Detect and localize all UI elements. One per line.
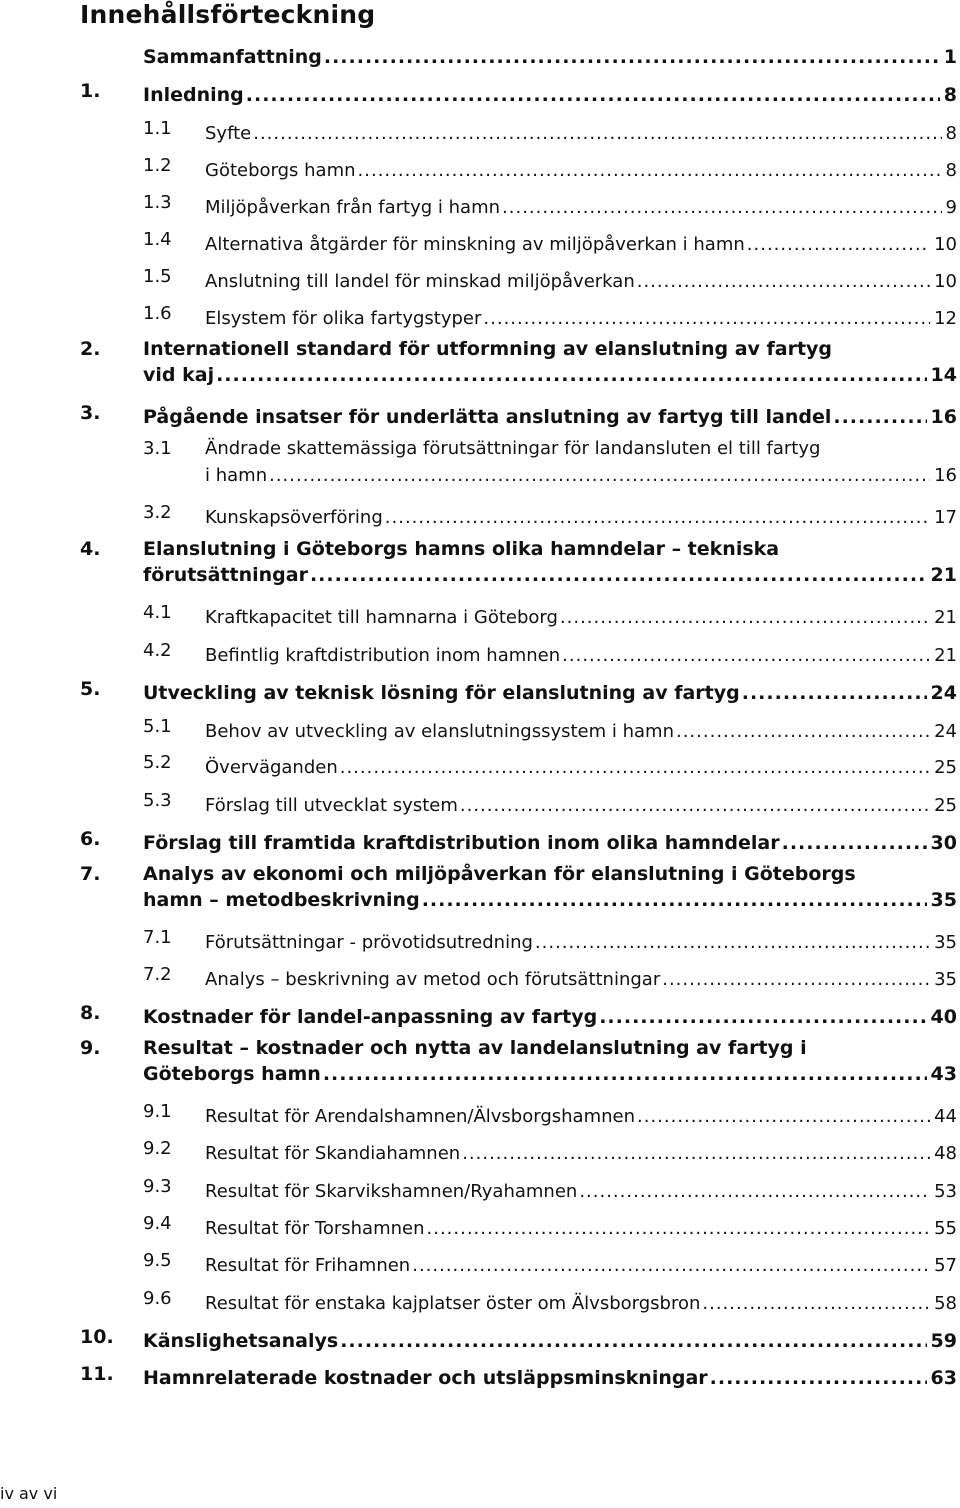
toc-entry-number: 3.2 (143, 502, 172, 523)
dot-leader (502, 197, 942, 218)
dot-leader (427, 1218, 931, 1239)
dot-leader (340, 757, 930, 778)
toc-entry-title: förutsättningar (143, 564, 308, 586)
toc-entry-page-number: 24 (930, 682, 957, 704)
toc-entry[interactable] (80, 636, 957, 666)
toc-entry-title: Kraftkapacitet till hamnarna i Göteborg (205, 607, 558, 628)
toc-entry-title: Resultat för Skandiahamnen (205, 1143, 461, 1164)
toc-entry-title: Befintlig kraftdistribution inom hamnen (205, 645, 561, 666)
toc-entry-title: Resultat för enstaka kajplatser öster om Älvsborgsbron (205, 1293, 701, 1314)
toc-entry-page-number: 55 (934, 1218, 957, 1239)
dot-leader (269, 465, 930, 486)
toc-entry-number: 4. (80, 538, 101, 560)
toc-entry-title: Behov av utveckling av elanslutningssystem i hamn (205, 721, 674, 742)
dot-leader (340, 1330, 926, 1352)
toc-entry-title: Förutsättningar - prövotidsutredning (205, 932, 533, 953)
toc-entry-number: 5.1 (143, 716, 172, 737)
toc-entry-title: Kostnader för landel-anpassning av fartyg (143, 1006, 598, 1028)
toc-entry[interactable] (80, 712, 957, 742)
toc-entry-page-number: 25 (934, 757, 957, 778)
toc-entry-title: Göteborgs hamn (205, 160, 356, 181)
toc-entry-title: Göteborgs hamn (143, 1063, 321, 1085)
toc-entry[interactable] (80, 1134, 957, 1164)
toc-entry-number: 3. (80, 402, 101, 424)
toc-entry[interactable] (80, 1035, 957, 1085)
toc-entry-title: Inledning (143, 84, 244, 106)
toc-entry-page-number: 40 (930, 1006, 957, 1028)
toc-entry-title: Analys – beskrivning av metod och förutsättningar (205, 969, 661, 990)
toc-entry-page-number: 25 (934, 795, 957, 816)
toc-entry-page-number: 35 (934, 969, 957, 990)
toc-entry-number: 5. (80, 678, 101, 700)
toc-entry-page-number: 16 (934, 465, 957, 486)
toc-entry[interactable] (80, 336, 957, 386)
toc-entry[interactable] (80, 38, 957, 68)
toc-entry[interactable] (80, 436, 957, 486)
toc-entry[interactable] (80, 151, 957, 181)
dot-leader (747, 234, 930, 255)
toc-entry-number: 8. (80, 1002, 101, 1024)
toc-entry-title: Överväganden (205, 757, 338, 778)
toc-entry-page-number: 35 (930, 889, 957, 911)
toc-entry[interactable] (80, 536, 957, 586)
dot-leader (483, 308, 930, 329)
toc-entry[interactable] (80, 1209, 957, 1239)
toc-entry-title: Kunskapsöverföring (205, 507, 383, 528)
toc-entry-title: Resultat för Arendalshamnen/Älvsborgshamnen (205, 1106, 635, 1127)
dot-leader (462, 1143, 930, 1164)
toc-entry-page-number: 9 (945, 197, 957, 218)
toc-entry[interactable] (80, 748, 957, 778)
dot-leader (833, 406, 926, 428)
toc-entry-page-number: 35 (934, 932, 957, 953)
toc-entry-number: 1.2 (143, 155, 172, 176)
dot-leader (599, 1006, 926, 1028)
toc-entry[interactable] (80, 188, 957, 218)
toc-entry[interactable] (80, 1172, 957, 1202)
toc-entry-number: 4.2 (143, 640, 172, 661)
dot-leader (710, 1367, 927, 1389)
toc-entry-page-number: 30 (930, 832, 957, 854)
dot-leader (742, 682, 927, 704)
toc-entry-number: 1.5 (143, 266, 172, 287)
toc-entry-number: 9.2 (143, 1138, 172, 1159)
toc-entry-number: 9.1 (143, 1101, 172, 1122)
toc-entry-page-number: 10 (934, 271, 957, 292)
toc-entry-number: 11. (80, 1363, 114, 1385)
toc-entry-number: 7. (80, 863, 101, 885)
dot-leader (662, 969, 930, 990)
toc-entry-title-line: Ändrade skattemässiga förutsättningar för landansluten el till fartyg (205, 438, 821, 459)
toc-entry-title: Elsystem för olika fartygstyper (205, 308, 482, 329)
toc-entry[interactable] (80, 299, 957, 329)
dot-leader (782, 832, 927, 854)
toc-entry-number: 7.1 (143, 927, 172, 948)
dot-leader (676, 721, 930, 742)
toc-entry-number: 2. (80, 338, 101, 360)
toc-entry-number: 3.1 (143, 438, 172, 459)
dot-leader (460, 795, 930, 816)
toc-entry-number: 1.1 (143, 118, 172, 139)
dot-leader (310, 564, 927, 586)
toc-entry-page-number: 53 (934, 1181, 957, 1202)
toc-entry-page-number: 44 (934, 1106, 957, 1127)
toc-entry[interactable] (80, 225, 957, 255)
toc-entry[interactable] (80, 674, 957, 704)
toc-entry[interactable] (80, 923, 957, 953)
toc-entry-title: Utveckling av teknisk lösning för elanslutning av fartyg (143, 682, 740, 704)
toc-entry-title: Anslutning till landel för minskad miljöpåverkan (205, 271, 635, 292)
toc-entry-number: 1.4 (143, 229, 172, 250)
toc-entry[interactable] (80, 960, 957, 990)
toc-entry[interactable] (80, 398, 957, 428)
toc-entry-page-number: 43 (930, 1063, 957, 1085)
toc-entry-title: Resultat för Frihamnen (205, 1255, 411, 1276)
page-footer: iv av vi (0, 1484, 58, 1503)
toc-entry-title: Resultat för Torshamnen (205, 1218, 425, 1239)
toc-entry[interactable] (80, 1246, 957, 1276)
toc-entry-title: i hamn (205, 465, 268, 486)
toc-entry-page-number: 59 (930, 1330, 957, 1352)
toc-entry-number: 9.5 (143, 1250, 172, 1271)
toc-entry[interactable] (80, 262, 957, 292)
dot-leader (323, 1063, 927, 1085)
toc-entry[interactable] (80, 861, 957, 911)
toc-entry-number: 6. (80, 828, 101, 850)
toc-entry-number: 10. (80, 1326, 114, 1348)
dot-leader (358, 160, 942, 181)
dot-leader (324, 46, 940, 68)
toc-entry-title: Förslag till framtida kraftdistribution inom olika hamndelar (143, 832, 780, 854)
toc-entry-number: 5.3 (143, 790, 172, 811)
toc-entry-title-line: Analys av ekonomi och miljöpåverkan för elanslutning i Göteborgs (143, 863, 856, 885)
toc-entry-number: 1. (80, 80, 101, 102)
toc-entry-title: Förslag till utvecklat system (205, 795, 458, 816)
toc-entry-title: Känslighetsanalys (143, 1330, 339, 1352)
toc-entry-number: 9.6 (143, 1288, 172, 1309)
toc-entry-page-number: 63 (930, 1367, 957, 1389)
toc-entry-title: Sammanfattning (143, 46, 322, 68)
dot-leader (560, 607, 930, 628)
toc-entry-number: 5.2 (143, 752, 172, 773)
toc-entry-page-number: 8 (945, 123, 957, 144)
toc-entry[interactable] (80, 998, 957, 1028)
toc-entry-page-number: 58 (934, 1293, 957, 1314)
toc-entry-number: 7.2 (143, 964, 172, 985)
toc-entry-page-number: 14 (930, 364, 957, 386)
toc-entry-number: 4.1 (143, 602, 172, 623)
toc-entry-title: Resultat för Skarvikshamnen/Ryahamnen (205, 1181, 578, 1202)
toc-entry-page-number: 57 (934, 1255, 957, 1276)
toc-entry-title: Syfte (205, 123, 252, 144)
toc-entry-page-number: 12 (934, 308, 957, 329)
toc-entry-page-number: 17 (934, 507, 957, 528)
toc-entry-page-number: 8 (943, 84, 957, 106)
toc-entry-page-number: 10 (934, 234, 957, 255)
toc-entry-title: vid kaj (143, 364, 215, 386)
toc-entry-number: 9.4 (143, 1213, 172, 1234)
toc-entry-title: Miljöpåverkan från fartyg i hamn (205, 197, 501, 218)
dot-leader (422, 889, 927, 911)
toc-entry[interactable] (80, 786, 957, 816)
toc-entry-number: 1.3 (143, 192, 172, 213)
toc-entry-title-line: Elanslutning i Göteborgs hamns olika hamndelar – tekniska (143, 538, 780, 560)
toc-entry-number: 1.6 (143, 303, 172, 324)
dot-leader (535, 932, 930, 953)
toc-entry[interactable] (80, 1097, 957, 1127)
toc-entry[interactable] (80, 114, 957, 144)
toc-entry-page-number: 8 (945, 160, 957, 181)
toc-entry-page-number: 48 (934, 1143, 957, 1164)
toc-entry-page-number: 21 (930, 564, 957, 586)
dot-leader (412, 1255, 930, 1276)
toc-entry-page-number: 16 (930, 406, 957, 428)
toc-entry-title: Hamnrelaterade kostnader och utsläppsminskningar (143, 1367, 708, 1389)
toc-entry-title: Pågående insatser för underlätta anslutning av fartyg till landel (143, 406, 832, 428)
toc-entry-title: Alternativa åtgärder för minskning av miljöpåverkan i hamn (205, 234, 745, 255)
toc-entry[interactable] (80, 598, 957, 628)
toc-entry-page-number: 21 (934, 645, 957, 666)
toc-title: Innehållsförteckning (80, 0, 376, 29)
toc-entry-number: 9. (80, 1037, 101, 1059)
dot-leader (637, 271, 930, 292)
dot-leader (385, 507, 930, 528)
toc-entry-page-number: 21 (934, 607, 957, 628)
toc-entry-title-line: Resultat – kostnader och nytta av landelanslutning av fartyg i (143, 1037, 807, 1059)
dot-leader (246, 84, 940, 106)
dot-leader (637, 1106, 930, 1127)
toc-entry-title-line: Internationell standard för utformning av elanslutning av fartyg (143, 338, 833, 360)
toc-entry[interactable] (80, 1359, 957, 1389)
toc-entry-number: 9.3 (143, 1176, 172, 1197)
dot-leader (216, 364, 926, 386)
dot-leader (562, 645, 930, 666)
toc-entry[interactable] (80, 76, 957, 106)
toc-entry[interactable] (80, 1284, 957, 1314)
toc-entry[interactable] (80, 824, 957, 854)
toc-entry-page-number: 1 (943, 46, 957, 68)
dot-leader (253, 123, 941, 144)
toc-entry-page-number: 24 (934, 721, 957, 742)
toc-entry[interactable] (80, 1322, 957, 1352)
dot-leader (702, 1293, 930, 1314)
toc-entry-title: hamn – metodbeskrivning (143, 889, 420, 911)
dot-leader (579, 1181, 930, 1202)
toc-entry[interactable] (80, 498, 957, 528)
